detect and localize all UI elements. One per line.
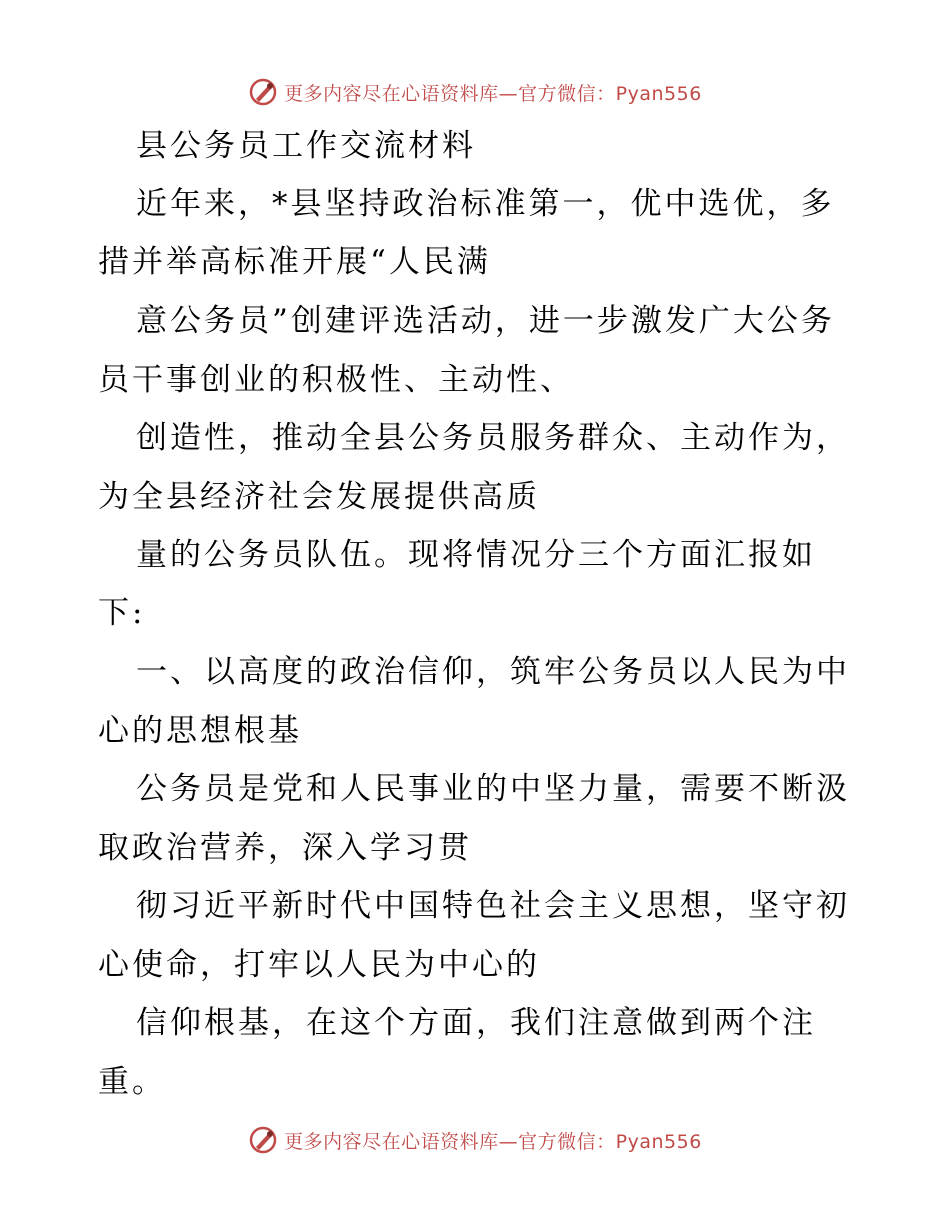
text-line: 为全县经济社会发展提供高质 bbox=[98, 479, 540, 515]
document-title: 县公务员工作交流材料 bbox=[136, 128, 476, 164]
text-line: 彻习近平新时代中国特色社会主义思想，坚守初 bbox=[136, 888, 850, 924]
pen-logo-icon bbox=[248, 77, 278, 107]
text-line: 近年来，*县坚持政治标准第一，优中选优，多 bbox=[136, 186, 835, 222]
text-line: 意公务员”创建评选活动，进一步激发广大公务 bbox=[136, 303, 835, 339]
header-watermark-text: 更多内容尽在心语资料库—官方微信：Pyan556 bbox=[284, 82, 702, 105]
text-line: 信仰根基，在这个方面，我们注意做到两个注 bbox=[136, 1005, 816, 1041]
footer-watermark-banner bbox=[0, 1120, 950, 1160]
text-line: 员干事创业的积极性、主动性、 bbox=[98, 362, 574, 398]
footer-watermark-text: 更多内容尽在心语资料库—官方微信：Pyan556 bbox=[284, 1130, 702, 1153]
text-line: 下: bbox=[98, 595, 146, 631]
section-heading: 心的思想根基 bbox=[98, 713, 302, 749]
pen-logo-icon bbox=[248, 1125, 278, 1155]
text-line: 取政治营养，深入学习贯 bbox=[98, 830, 472, 866]
text-line: 创造性，推动全县公务员服务群众、主动作为， bbox=[136, 420, 850, 456]
text-line: 量的公务员队伍。现将情况分三个方面汇报如 bbox=[136, 537, 816, 573]
header-watermark-banner bbox=[0, 72, 950, 112]
text-line: 重。 bbox=[98, 1064, 166, 1100]
text-line: 心使命，打牢以人民为中心的 bbox=[98, 947, 540, 983]
text-line: 公务员是党和人民事业的中坚力量，需要不断汲 bbox=[136, 771, 850, 807]
section-heading: 一、以高度的政治信仰，筑牢公务员以人民为中 bbox=[136, 654, 850, 690]
text-line: 措并举高标准开展“人民满 bbox=[98, 244, 491, 280]
